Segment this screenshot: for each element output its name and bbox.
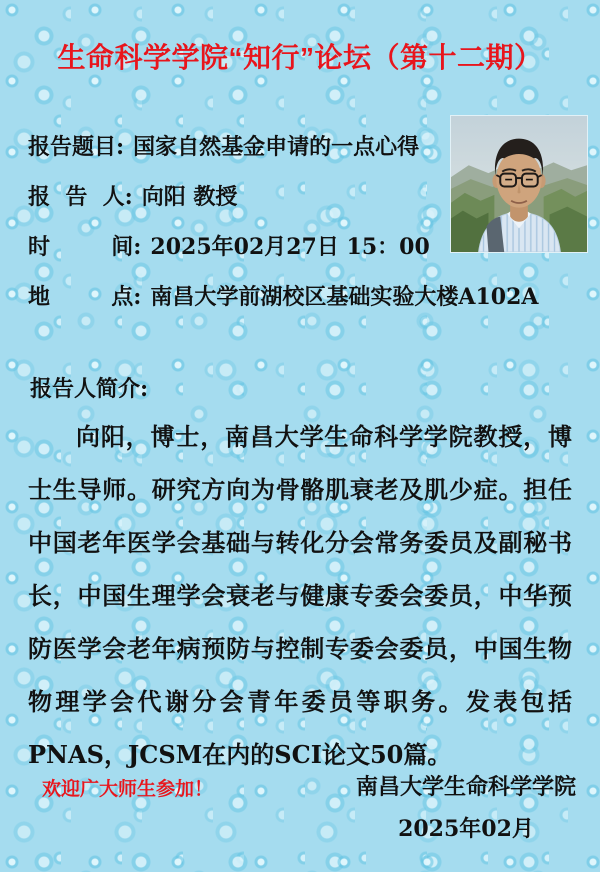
venue-value: 南昌大学前湖校区基础实验大楼A102A (150, 283, 539, 310)
topic-value: 国家自然基金申请的一点心得 (133, 133, 420, 160)
speaker-photo (450, 115, 588, 253)
time-value: 2025年02月27日 15：00 (150, 233, 430, 260)
bio-heading: 报告人简介: (30, 376, 149, 402)
detail-row-venue (28, 270, 538, 320)
speaker-value: 向阳 教授 (141, 183, 238, 210)
bio-text: 向阳，博士，南昌大学生命科学学院教授，博士生导师。研究方向为骨骼肌衰老及肌少症。担任中国老年医学会基础与转化分会常务委员及副秘书长，中国生理学会衰老与健康专委会委员，中华预防医学会老年病预防与控制专委会委员，中国生物物理学会代谢分会青年委员等职务。发表包括PNAS，JCSM在内的SCI论文50篇。 (28, 422, 572, 769)
time-label: 时 间: (28, 233, 142, 260)
welcome-note: 欢迎广大师生参加！ (42, 779, 214, 800)
venue-label: 地 点: (28, 283, 142, 310)
topic-label: 报告题目: (28, 133, 125, 160)
organizer-name: 南昌大学生命科学学院 (355, 774, 576, 800)
footer-date: 2025年02月 (398, 816, 534, 842)
speaker-portrait-graphic (451, 116, 587, 252)
speaker-label: 报 告 人: (28, 183, 133, 210)
poster-title: 生命科学学院“知行”论坛（第十二期） (57, 42, 543, 73)
